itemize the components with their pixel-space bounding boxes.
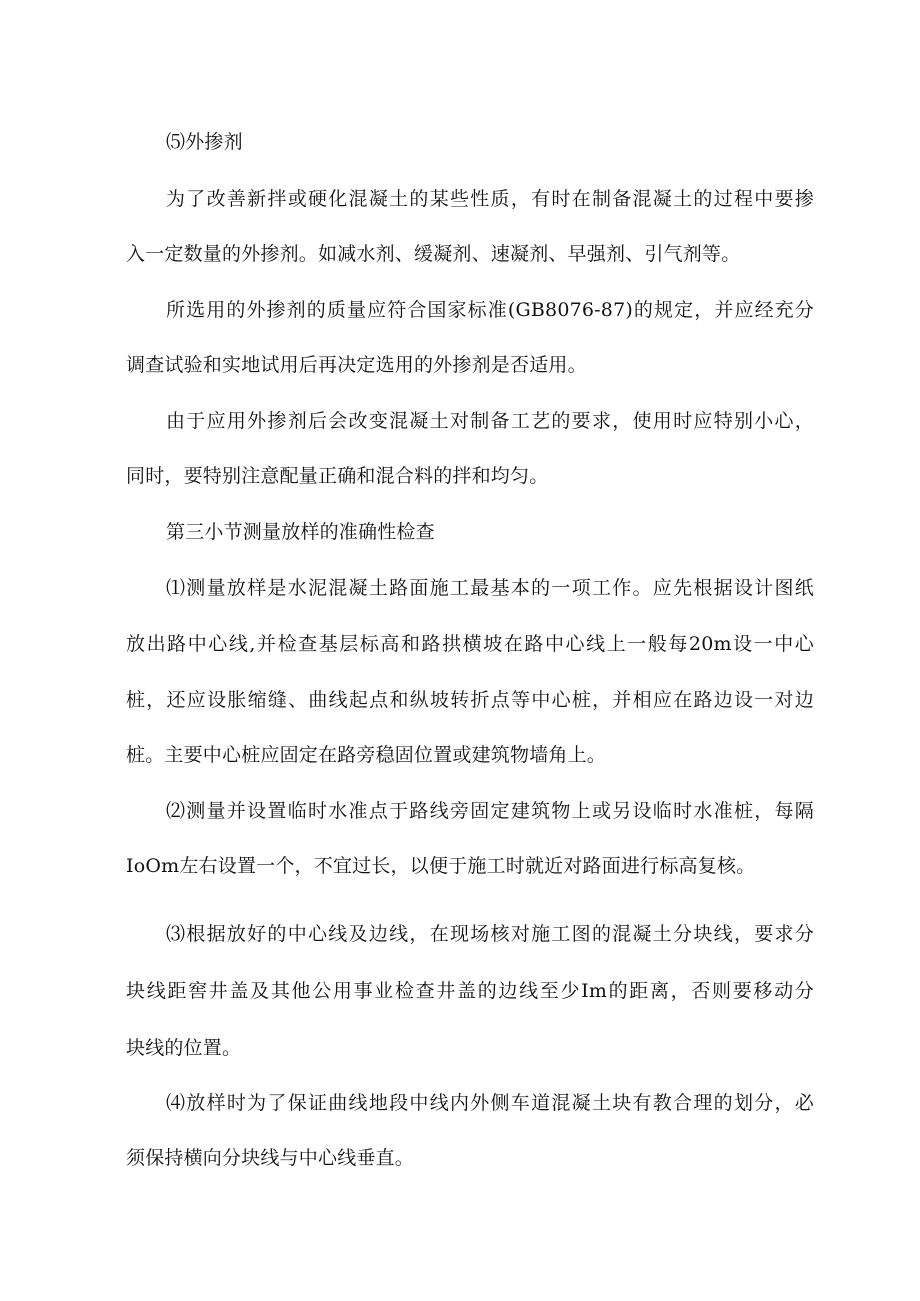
paragraph-line: 入一定数量的外掺剂。如减水剂、缓凝剂、速凝剂、早强剂、引气剂等。	[126, 243, 741, 265]
paragraph-line: IoOm左右设置一个，不宜过长，以便于施工时就近对路面进行标高复核。	[126, 855, 756, 877]
paragraph-line: 所选用的外掺剂的质量应符合国家标准(GB8076-87)的规定，并应经充分	[166, 299, 814, 321]
paragraph-line: ⑴测量放样是水泥混凝土路面施工最基本的一项工作。应先根据设计图纸	[166, 577, 814, 599]
section-heading: 第三小节测量放样的准确性检查	[166, 521, 435, 543]
paragraph-line: 为了改善新拌或硬化混凝土的某些性质，有时在制备混凝土的过程中要掺	[166, 188, 814, 210]
paragraph-line: 须保持横向分块线与中心线垂直。	[126, 1147, 415, 1169]
paragraph-line: 桩，还应设胀缩缝、曲线起点和纵坡转折点等中心桩，并相应在路边设一对边	[126, 689, 814, 711]
paragraph-line: 放出路中心线,并检查基层标高和路拱横坡在路中心线上一般每20m设一中心	[126, 633, 814, 655]
paragraph-line: 调查试验和实地试用后再决定选用的外掺剂是否适用。	[126, 354, 587, 376]
paragraph-line: ⑶根据放好的中心线及边线，在现场核对施工图的混凝土分块线，要求分	[166, 923, 814, 945]
paragraph-line: 同时，要特别注意配量正确和混合料的拌和均匀。	[126, 465, 549, 487]
paragraph-line: 块线距窖井盖及其他公用事业检查井盖的边线至少Im的距离，否则要移动分	[126, 980, 814, 1002]
subsection-heading-admixture: ⑸外掺剂	[166, 131, 243, 153]
paragraph-line: 桩。主要中心桩应固定在路旁稳固位置或建筑物墙角上。	[126, 744, 607, 766]
paragraph-line: ⑵测量并设置临时水准点于路线旁固定建筑物上或另设临时水准桩，每隔	[166, 800, 814, 822]
paragraph-line: ⑷放样时为了保证曲线地段中线内外侧车道混凝土块有教合理的划分，必	[166, 1092, 814, 1114]
paragraph-line: 由于应用外掺剂后会改变混凝土对制备工艺的要求，使用时应特别小心，	[166, 410, 814, 432]
paragraph-line: 块线的位置。	[126, 1037, 242, 1059]
